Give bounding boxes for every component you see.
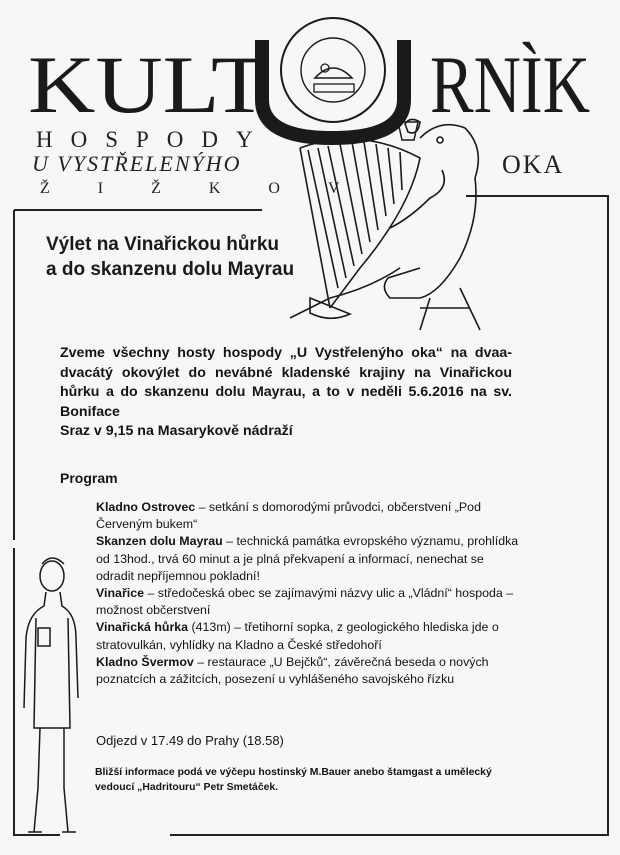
list-item	[96, 619, 520, 653]
list-item	[96, 654, 520, 688]
woman-figure-illustration	[14, 548, 84, 838]
list-item	[96, 499, 520, 533]
program-item-place: Vinařice	[96, 586, 144, 601]
program-item-desc: – středočeská obec se zajímavými názvy ulic a „Vládní“ hospoda – možnost občerstvení	[96, 586, 514, 618]
event-title	[46, 232, 294, 282]
program-item-desc: – restaurace „U Bejčků“, závěrečná beseda o nových poznatcích a zážitcích, posezení u vyhlášeného savojského řízku	[96, 654, 489, 687]
masthead-right-text: RNÌK	[430, 39, 590, 130]
masthead-subline-2: U VYSTŘELENÝHO	[32, 151, 242, 176]
masthead-subline-2-right: OKA	[502, 150, 565, 179]
list-item	[96, 585, 520, 619]
program-item-desc: (413m) – třetihorní sopka, z geologického hlediska jde o stratovulkán, vyhlídky na Kladno a České středohoří	[96, 620, 499, 652]
title-line-2: a do skanzenu dolu Mayrau	[46, 259, 295, 280]
title-line-1: Výlet na Vinařickou hůrku	[46, 234, 280, 255]
program-item-place: Kladno Ostrovec	[96, 500, 196, 514]
masthead-subline-1: HOSPODY	[36, 127, 271, 152]
program-item-place: Kladno Švermov	[96, 654, 194, 669]
program-list	[96, 499, 520, 688]
invitation-text: Zveme všechny hosty hospody „U Vystřelenýho oka“ na dvaa-dvacátý okovýlet do nevábné kladenské krajiny na Vinařickou hůrku a do skanzenu dolu Mayrau, a to v neděli 5.6.2016 na sv. Boniface	[60, 345, 512, 420]
footer-info-text: Bližší informace podá ve výčepu hostinský M.Bauer anebo štamgast a umělecký vedoucí „Hadritouru“ Petr Smetáček.	[95, 767, 492, 793]
program-heading: Program	[60, 470, 118, 486]
program-item-desc: – technická památka evropského významu, prohlídka od 13hod., trvá 60 minut a je plná překvapení a informací, nenechat se odradit nepříjemnou pokladní!	[96, 534, 519, 583]
program-item-place: Vinařická hůrka	[96, 620, 189, 635]
program-item-desc: – setkání s domorodými průvodci, občerstvení „Pod Červeným bukem“	[96, 500, 481, 532]
masthead-subline-3: ŽIŽKOV	[40, 180, 388, 197]
masthead-left-text: KULT	[28, 39, 268, 130]
departure-text: Odjezd v 17.49 do Prahy (18.58)	[96, 733, 284, 748]
harp-player-illustration	[270, 118, 500, 338]
meeting-text: Sraz v 9,15 na Masarykově nádraží	[60, 423, 293, 439]
program-item-place: Skanzen dolu Mayrau	[96, 534, 223, 549]
list-item	[96, 533, 520, 585]
